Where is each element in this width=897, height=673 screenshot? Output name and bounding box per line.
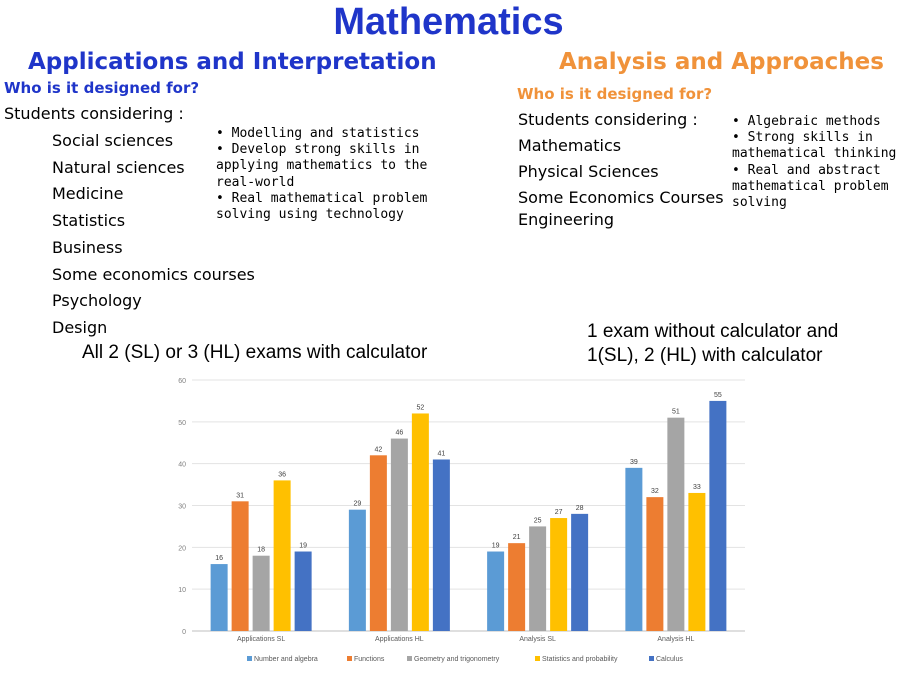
- bar-value-label: 46: [395, 429, 404, 437]
- bar: [391, 439, 408, 631]
- bar: [646, 497, 663, 631]
- bar: [550, 518, 567, 631]
- legend-swatch: [649, 656, 654, 661]
- legend-swatch: [535, 656, 540, 661]
- bullet-line: mathematical problem: [732, 178, 889, 194]
- legend-label: Statistics and probability: [542, 656, 618, 663]
- y-tick-label: 10: [178, 587, 186, 595]
- bar: [412, 413, 429, 631]
- bar-value-label: 36: [278, 471, 287, 479]
- subject-item: Statistics: [52, 211, 126, 231]
- bar-value-label: 25: [533, 517, 542, 525]
- y-tick-label: 20: [178, 545, 186, 553]
- legend-swatch: [407, 656, 412, 661]
- y-tick-label: 40: [178, 461, 186, 469]
- legend-swatch: [247, 656, 252, 661]
- bar-value-label: 28: [575, 504, 584, 512]
- left-exam-note: All 2 (SL) or 3 (HL) exams with calculator: [82, 342, 428, 363]
- bullet-line: mathematical thinking: [732, 146, 897, 162]
- legend-label: Functions: [354, 656, 385, 663]
- bullet-line: • Strong skills in: [732, 130, 873, 146]
- bar-value-label: 29: [353, 500, 362, 508]
- subject-item: Engineering: [518, 210, 614, 229]
- page-title: Mathematics: [333, 1, 564, 43]
- bar-value-label: 32: [650, 488, 659, 496]
- bar: [370, 455, 387, 631]
- x-category-label: Applications SL: [236, 636, 286, 643]
- bar-value-label: 51: [671, 408, 680, 416]
- subject-item: Natural sciences: [52, 157, 185, 177]
- right-considering-label: Students considering :: [518, 110, 698, 129]
- bar-value-label: 55: [713, 391, 722, 399]
- right-course-title: Analysis and Approaches: [559, 49, 884, 75]
- y-tick-label: 0: [182, 629, 186, 636]
- bullet-line: solving using technology: [216, 207, 404, 223]
- bar: [253, 556, 270, 631]
- exam-note-line: 1 exam without calculator and: [587, 321, 839, 342]
- bullet-line: • Modelling and statistics: [216, 126, 420, 141]
- x-category-label: Analysis SL: [519, 636, 556, 643]
- bar-value-label: 27: [554, 509, 563, 517]
- bar: [688, 493, 705, 631]
- bar: [274, 480, 291, 631]
- subject-item: Psychology: [52, 291, 142, 311]
- bar: [709, 401, 726, 631]
- bullet-line: solving: [732, 195, 787, 211]
- left-considering-label: Students considering :: [4, 104, 184, 123]
- bar-value-label: 39: [629, 458, 638, 466]
- exam-note-line: 1(SL), 2 (HL) with calculator: [587, 345, 823, 366]
- bullet-line: • Develop strong skills in: [216, 142, 420, 158]
- bar-value-label: 18: [257, 546, 266, 554]
- subject-item: Physical Sciences: [518, 162, 659, 181]
- legend-label: Geometry and trigonometry: [414, 656, 500, 663]
- y-tick-label: 50: [178, 419, 186, 427]
- bullet-line: • Real and abstract: [732, 162, 881, 178]
- bar-value-label: 19: [299, 542, 308, 550]
- bar: [295, 552, 312, 631]
- subject-item: Mathematics: [518, 136, 622, 155]
- bullet-line: applying mathematics to the: [216, 158, 428, 174]
- right-question: Who is it designed for?: [517, 85, 713, 103]
- bar-value-label: 16: [215, 555, 224, 563]
- bar: [487, 552, 504, 631]
- bullet-line: • Algebraic methods: [732, 114, 881, 129]
- bar: [625, 468, 642, 631]
- x-category-label: Analysis HL: [657, 636, 695, 643]
- legend-label: Number and algebra: [254, 656, 318, 663]
- bar-value-label: 31: [236, 492, 245, 500]
- subject-item: Some Economics Courses: [518, 188, 724, 207]
- bar: [667, 418, 684, 631]
- bullet-line: real-world: [216, 174, 295, 190]
- left-course-title: Applications and Interpretation: [28, 49, 437, 75]
- bar: [571, 514, 588, 631]
- bar-value-label: 19: [491, 542, 500, 550]
- bar: [433, 459, 450, 631]
- subject-item: Social sciences: [52, 131, 174, 150]
- x-category-label: Applications HL: [375, 636, 424, 643]
- bar: [211, 564, 228, 631]
- legend-label: Calculus: [656, 656, 683, 663]
- bar: [349, 510, 366, 631]
- bar: [508, 543, 525, 631]
- legend-swatch: [347, 656, 352, 661]
- left-question: Who is it designed for?: [4, 79, 200, 97]
- bar-value-label: 41: [437, 450, 446, 458]
- y-tick-label: 60: [178, 378, 186, 385]
- bar-value-label: 21: [512, 534, 521, 542]
- subject-item: Medicine: [52, 184, 124, 204]
- bar: [529, 526, 546, 631]
- bar: [232, 501, 249, 631]
- bar-value-label: 33: [692, 483, 701, 491]
- y-tick-label: 30: [178, 503, 186, 511]
- bar-value-label: 42: [374, 446, 383, 454]
- bar-value-label: 52: [416, 404, 425, 412]
- subject-item: Business: [52, 237, 123, 257]
- subject-item: Design: [52, 317, 108, 337]
- subject-item: Some economics courses: [52, 264, 255, 284]
- bullet-line: • Real mathematical problem: [216, 190, 428, 206]
